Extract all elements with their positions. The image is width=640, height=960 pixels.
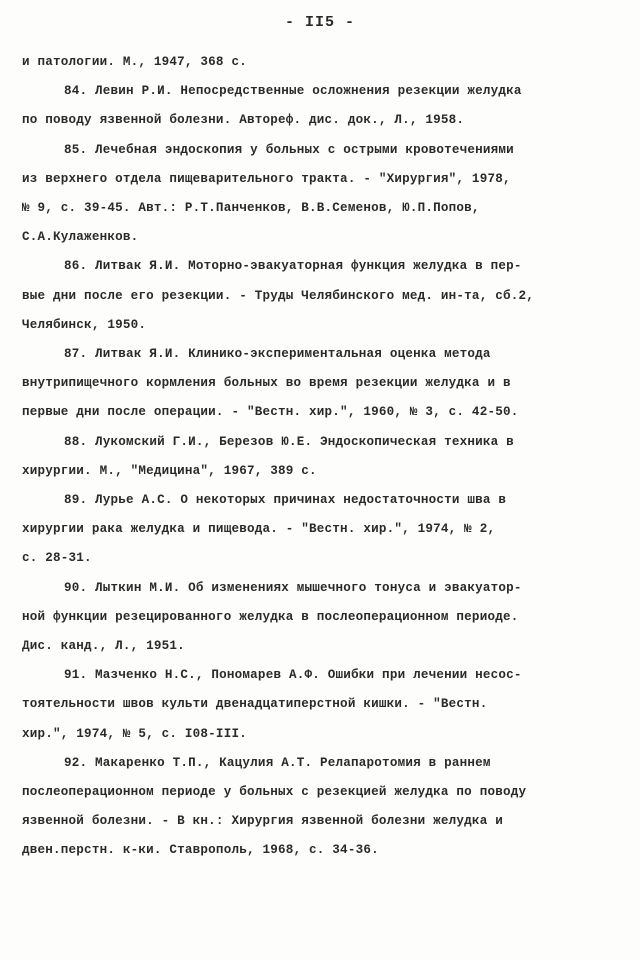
entry-line: 92. Макаренко Т.П., Кацулия А.Т. Релапаротомия в раннем [64, 755, 491, 770]
entry-line: тоятельности швов культи двенадцатиперстной кишки. - "Вестн. [22, 697, 488, 712]
entry-line: 91. Мазченко Н.С., Пономарев А.Ф. Ошибки при лечении несос- [64, 668, 522, 683]
entry-line: двен.перстн. к-ки. Ставрополь, 1968, с. 34-36. [22, 843, 379, 858]
bibliography-entry-86 [22, 252, 622, 340]
entry-line: вые дни после его резекции. - Труды Челябинского мед. ин-та, сб.2, [22, 288, 534, 303]
entry-line: 89. Лурье А.С. О некоторых причинах недостаточности шва в [64, 493, 507, 508]
entry-line: хирургии. М., "Медицина", 1967, 389 с. [22, 463, 317, 478]
entry-line: 87. Литвак Я.И. Клинико-экспериментальная оценка метода [64, 347, 491, 362]
entry-line: хир.", 1974, № 5, с. I08-III. [22, 726, 247, 741]
entry-line: 85. Лечебная эндоскопия у больных с острыми кровотечениями [64, 142, 514, 157]
bibliography-entry-91 [22, 661, 622, 749]
bibliography-entry-87 [22, 340, 622, 428]
entry-line: первые дни после операции. - "Вестн. хир.", 1960, № 3, с. 42-50. [22, 405, 519, 420]
bibliography-entry-89 [22, 486, 622, 574]
entry-line: послеоперационном периоде у больных с резекцией желудка по поводу [22, 785, 527, 800]
entry-line: с. 28-31. [22, 551, 92, 566]
page-number: - II5 - [284, 14, 355, 31]
bibliography-list [22, 48, 622, 866]
entry-line: 84. Левин Р.И. Непосредственные осложнения резекции желудка [64, 84, 522, 99]
entry-line: 90. Лыткин М.И. Об изменениях мышечного тонуса и эвакуатор- [64, 580, 522, 595]
entry-line: Челябинск, 1950. [22, 317, 147, 332]
entry-line: внутрипищечного кормления больных во время резекции желудка и в [22, 376, 511, 391]
bibliography-entry-88 [22, 428, 622, 486]
entry-line: № 9, с. 39-45. Авт.: Р.Т.Панченков, В.В.Семенов, Ю.П.Попов, [22, 201, 480, 216]
continued-entry [22, 48, 622, 77]
entry-line: и патологии. М., 1947, 368 с. [22, 55, 247, 69]
bibliography-entry-92 [22, 749, 622, 866]
entry-line: ной функции резецированного желудка в послеоперационном периоде. [22, 609, 519, 624]
entry-line: С.А.Кулаженков. [22, 230, 139, 245]
bibliography-entry-90 [22, 574, 622, 662]
bibliography-entry-84 [22, 77, 622, 135]
entry-line: язвенной болезни. - В кн.: Хирургия язвенной болезни желудка и [22, 814, 503, 829]
entry-line: из верхнего отдела пищеварительного тракта. - "Хирургия", 1978, [22, 171, 511, 186]
bibliography-entry-85 [22, 136, 622, 253]
entry-line: по поводу язвенной болезни. Автореф. дис. док., Л., 1958. [22, 113, 465, 128]
entry-line: Дис. канд., Л., 1951. [22, 639, 185, 654]
entry-line: 86. Литвак Я.И. Моторно-эвакуаторная функция желудка в пер- [64, 259, 522, 274]
entry-line: 88. Лукомский Г.И., Березов Ю.Е. Эндоскопическая техника в [64, 434, 514, 449]
entry-line: хирургии рака желудка и пищевода. - "Вестн. хир.", 1974, № 2, [22, 522, 496, 537]
